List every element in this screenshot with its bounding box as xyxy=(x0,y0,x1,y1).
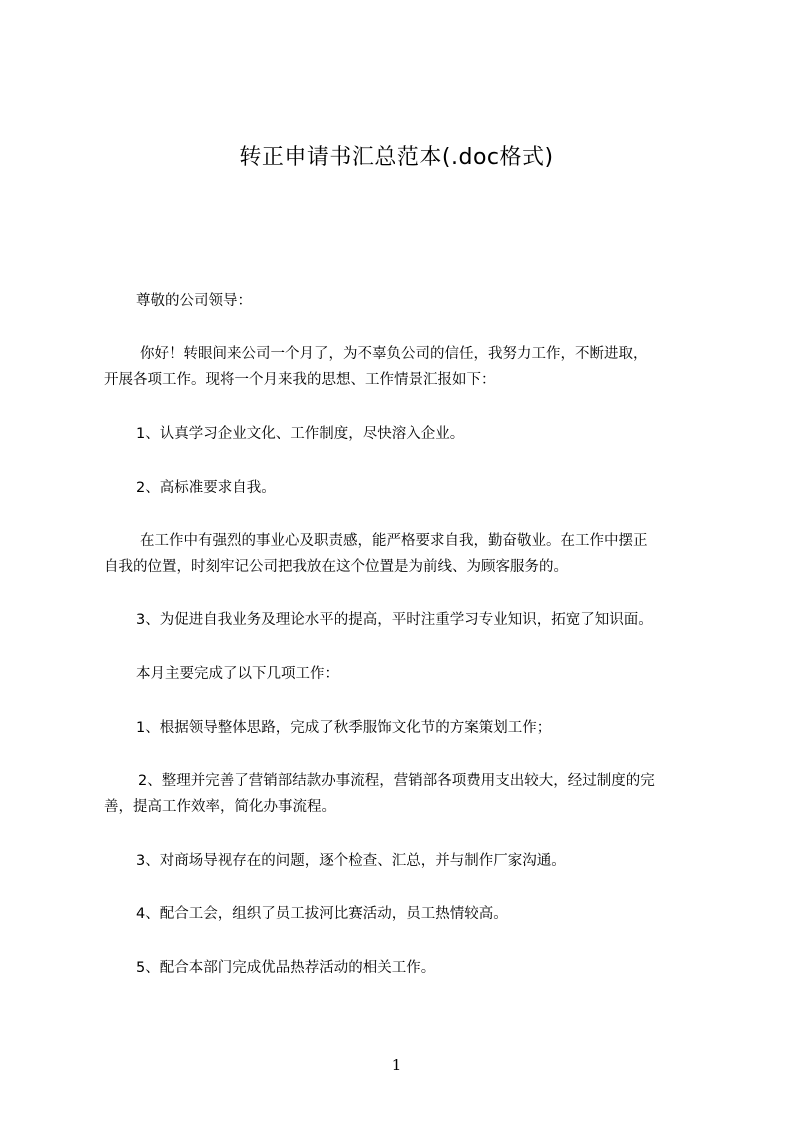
month-work-heading: 本月主要完成了以下几项工作： xyxy=(136,666,339,682)
work-item-2-paragraph xyxy=(104,768,716,820)
document-title: 转正申请书汇总范本(.doc格式) xyxy=(239,145,554,170)
item-2-detail-paragraph xyxy=(104,528,716,580)
intro-paragraph xyxy=(104,341,716,393)
item-2-detail-line-1: 在工作中有强烈的事业心及职责感，能严格要求自我，勤奋敬业。在工作中摆正 xyxy=(140,533,648,549)
work-item-3: 3、对商场导视存在的问题，逐个检查、汇总，并与制作厂家沟通。 xyxy=(136,853,566,869)
work-item-1: 1、根据领导整体思路，完成了秋季服饰文化节的方案策划工作； xyxy=(136,720,552,736)
intro-line-1: 你好！转眼间来公司一个月了，为不辜负公司的信任，我努力工作，不断进取， xyxy=(140,346,648,362)
page-number: 1 xyxy=(391,1056,402,1074)
item-2-detail-line-2: 自我的位置，时刻牢记公司把我放在这个位置是为前线、为顾客服务的。 xyxy=(104,559,568,575)
work-item-2-line-2: 善，提高工作效率，简化办事流程。 xyxy=(104,799,336,815)
salutation: 尊敬的公司领导： xyxy=(136,293,252,309)
work-item-4: 4、配合工会，组织了员工拔河比赛活动，员工热情较高。 xyxy=(136,906,508,922)
list-item-2: 2、高标准要求自我。 xyxy=(136,480,276,496)
list-item-1: 1、认真学习企业文化、工作制度，尽快溶入企业。 xyxy=(136,426,465,442)
work-item-2-line-1: 2、整理并完善了营销部结款办事流程，营销部各项费用支出较大，经过制度的完 xyxy=(138,773,655,789)
work-item-5: 5、配合本部门完成优品热荐活动的相关工作。 xyxy=(136,960,436,976)
list-item-3: 3、为促进自我业务及理论水平的提高，平时注重学习专业知识，拓宽了知识面。 xyxy=(136,612,653,628)
intro-line-2: 开展各项工作。现将一个月来我的思想、工作情景汇报如下： xyxy=(104,372,496,388)
